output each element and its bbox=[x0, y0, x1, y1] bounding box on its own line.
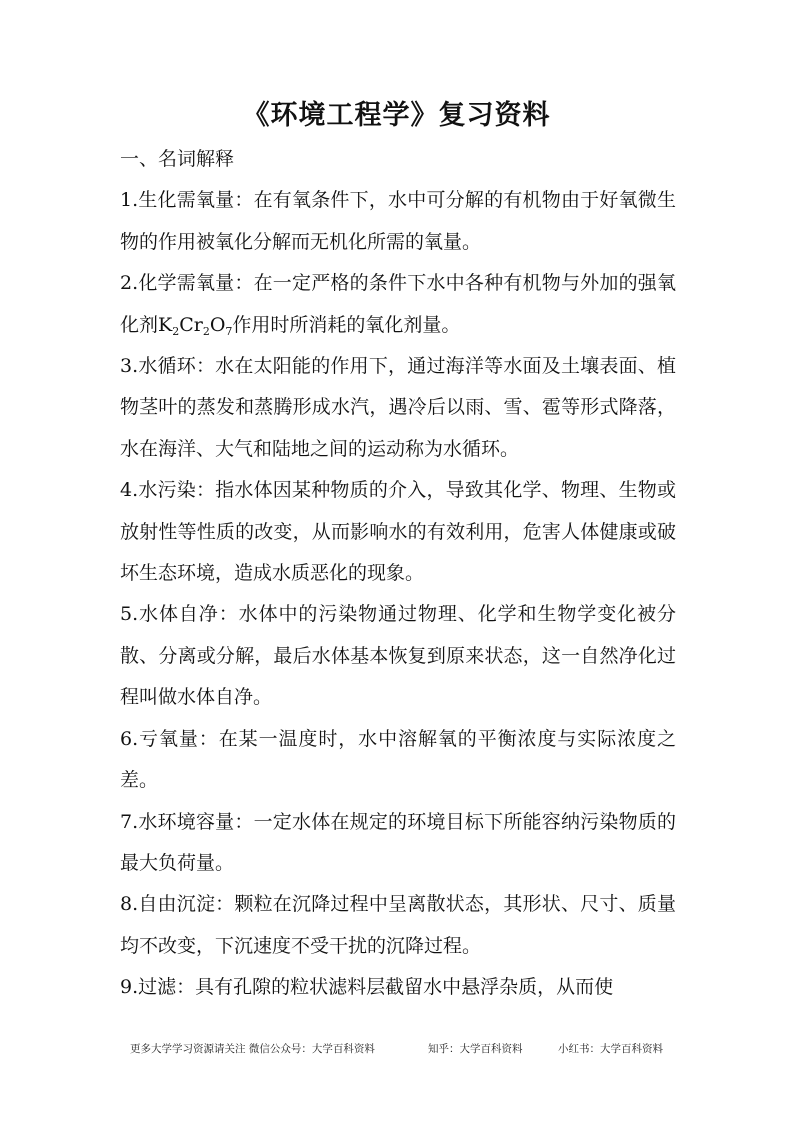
definition-filtration: 9.过滤：具有孔隙的粒状滤料层截留水中悬浮杂质，从而使 bbox=[120, 976, 614, 999]
definition-cod-text: 2.化学需氧量：在一定严格的条件下水中各种有机物与外加的强氧化剂 bbox=[120, 272, 676, 336]
footer-wechat: 更多大学学习资源请关注 微信公众号：大学百科资料 bbox=[130, 1043, 375, 1055]
definition-oxygen-deficit: 6.亏氧量：在某一温度时，水中溶解氧的平衡浓度与实际浓度之差。 bbox=[120, 727, 676, 792]
definition-cod-text-end: 作用时所消耗的氧化剂量。 bbox=[232, 313, 461, 336]
footer-xiaohongshu: 小红书：大学百科资料 bbox=[558, 1043, 663, 1055]
definition-free-settling: 8.自由沉淀：颗粒在沉降过程中呈离散状态，其形状、尺寸、质量均不改变，下沉速度不受干扰的沉降过程。 bbox=[120, 893, 676, 957]
footer-zhihu: 知乎：大学百科资料 bbox=[428, 1043, 523, 1055]
definition-water-pollution: 4.水污染：指水体因某种物质的介入，导致其化学、物理、生物或放射性等性质的改变，从而影响水的有效利用，危害人体健康或破坏生态环境，造成水质恶化的现象。 bbox=[120, 479, 676, 585]
document-body bbox=[120, 139, 676, 1009]
definition-bod: 1.生化需氧量：在有氧条件下，水中可分解的有机物由于好氧微生物的作用被氧化分解而无机化所需的氧量。 bbox=[120, 189, 676, 253]
chemical-formula: $K_2Cr_2O_7$ bbox=[158, 313, 233, 338]
section-heading: 一、名词解释 bbox=[120, 148, 235, 170]
definition-environmental-capacity: 7.水环境容量：一定水体在规定的环境目标下所能容纳污染物质的最大负荷量。 bbox=[120, 810, 676, 874]
definition-cod bbox=[120, 263, 676, 346]
definition-self-purification: 5.水体自净：水体中的污染物通过物理、化学和生物学变化被分散、分离或分解，最后水体基本恢复到原来状态，这一自然净化过程叫做水体自净。 bbox=[120, 603, 676, 709]
definition-water-cycle: 3.水循环：水在太阳能的作用下，通过海洋等水面及土壤表面、植物茎叶的蒸发和蒸腾形成水汽，遇冷后以雨、雪、雹等形式降落，水在海洋、大气和陆地之间的运动称为水循环。 bbox=[120, 355, 676, 460]
document-title: 《环境工程学》复习资料 bbox=[242, 100, 551, 131]
